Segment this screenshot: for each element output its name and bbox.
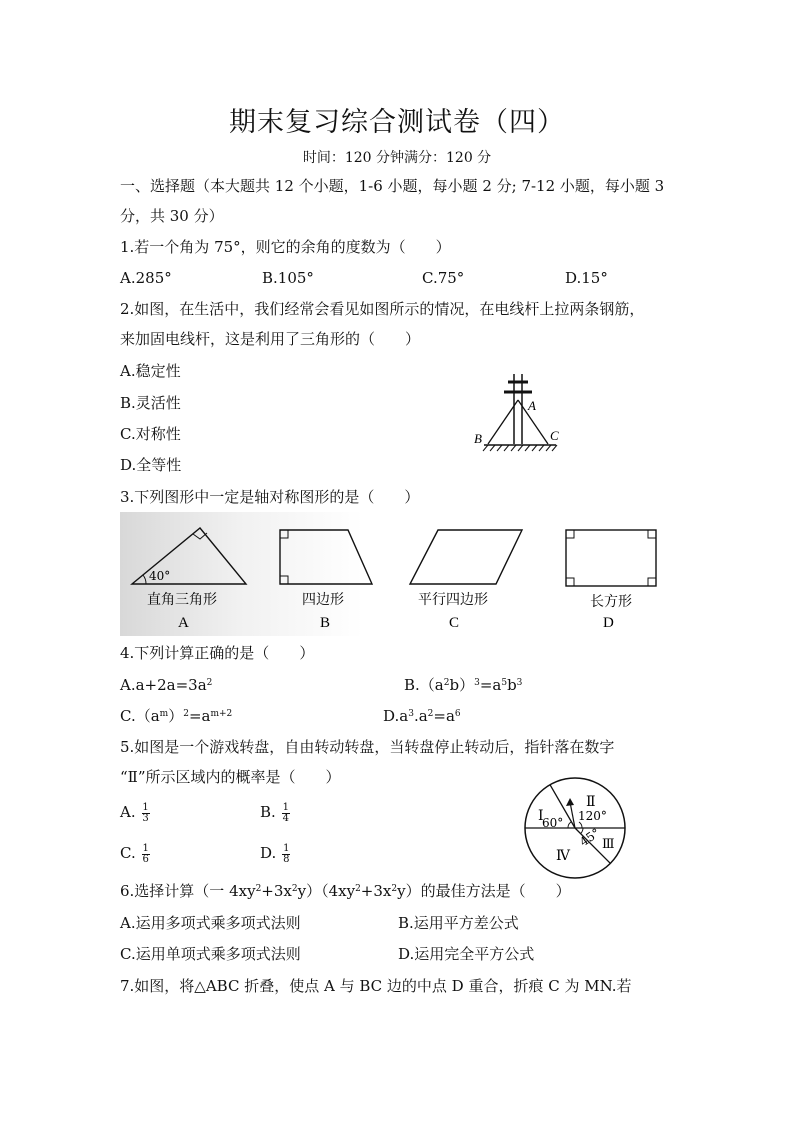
shape-name-c: 平行四边形 [418, 592, 488, 608]
section-heading-cont: 分，共 30 分） [120, 207, 224, 225]
q1-option-a: A.285° [120, 269, 172, 287]
q1-option-d: D.15° [565, 269, 608, 287]
letter-d: D [603, 615, 614, 631]
q6-option-c: C.运用单项式乘多项式法则 [120, 945, 301, 963]
q2-option-d: D.全等性 [120, 456, 182, 474]
angle-120-label: 120° [578, 809, 607, 823]
q4-option-d: $D.a^3.a^2=a^6$ [383, 707, 461, 725]
page-subtitle: 时间：120 分钟满分：120 分 [302, 150, 492, 166]
q1-option-b: B.105° [262, 269, 314, 287]
q4-option-a: $A.a+2a=3a^2$ [120, 676, 213, 694]
angle-40-label: 40° [149, 569, 171, 583]
region-ii-label: Ⅱ [586, 794, 596, 810]
q5-option-b: B. $\frac{1}{4}$ [260, 801, 289, 824]
label-b: B [474, 431, 482, 446]
q2-option-c: C.对称性 [120, 425, 181, 443]
q3-figure-strip [120, 512, 660, 636]
region-i-label: Ⅰ [538, 808, 544, 824]
angle-45-label: 45° [577, 825, 603, 850]
letter-a: A [178, 615, 189, 631]
q6-option-b: B.运用平方差公式 [398, 914, 519, 932]
ground-hatching [483, 445, 557, 451]
angle-60-label: 60° [542, 816, 564, 830]
q3-stem: 3.下列图形中一定是轴对称图形的是（ ） [120, 488, 420, 506]
letter-b: B [320, 615, 331, 631]
q5-option-c: C. $\frac{1}{6}$ [120, 842, 149, 865]
shape-name-b: 四边形 [302, 592, 344, 608]
pointer-arrowhead [566, 798, 574, 806]
arc-60 [568, 822, 571, 828]
q6-stem: 6.选择计算（一 $4xy^2+3x^2y)(4xy^2+3x^2y)$的最佳方法是（ ） [120, 882, 571, 900]
q2-option-a: A.稳定性 [120, 362, 181, 380]
q1-stem: 1.若一个角为 75°，则它的余角的度数为（ ） [120, 238, 451, 256]
power-pole-figure [470, 370, 570, 460]
q5-option-a: A. $\frac{1}{3}$ [120, 801, 149, 824]
section-heading: 一、选择题（本大题共 12 个小题，1-6 小题，每小题 2 分; 7-12 小题，每小题 3 [120, 177, 665, 195]
q7-stem: 7.如图，将△ABC 折叠，使点 A 与 BC 边的中点 D 重合，折痕 C 为 MN.若 [120, 977, 632, 995]
q5-stem-cont: “Ⅱ”所示区域内的概率是（ ） [120, 768, 341, 786]
shape-name-a: 直角三角形 [147, 592, 217, 608]
q5-option-d: D. $\frac{1}{8}$ [260, 842, 290, 865]
q6-option-a: A.运用多项式乘多项式法则 [120, 914, 301, 932]
region-iii-label: Ⅲ [602, 837, 615, 852]
letter-c: C [449, 615, 460, 631]
q2-stem-cont: 来加固电线杆，这是利用了三角形的（ ） [120, 330, 421, 348]
spinner-wheel-figure [520, 776, 630, 880]
q2-stem: 2.如图，在生活中，我们经常会看见如图所示的情况，在电线杆上拉两条钢筋， [120, 300, 645, 318]
q2-option-b: B.灵活性 [120, 394, 181, 412]
q4-option-c: $C.(a^m)^2=a^{m+2}$ [120, 707, 233, 725]
region-iv-label: Ⅳ [556, 848, 570, 864]
q6-option-d: D.运用完全平方公式 [398, 945, 535, 963]
q4-stem: 4.下列计算正确的是（ ） [120, 644, 315, 662]
q1-option-c: C.75° [422, 269, 465, 287]
page-title: 期末复习综合测试卷（四） [229, 107, 565, 138]
q5-stem: 5.如图是一个游戏转盘，自由转动转盘，当转盘停止转动后，指针落在数字 [120, 738, 615, 756]
label-c: C [550, 428, 559, 443]
label-a: A [528, 398, 536, 413]
q4-option-b: $B.(a^2b)^3=a^5b^3$ [404, 676, 523, 694]
shape-name-d: 长方形 [590, 594, 632, 610]
